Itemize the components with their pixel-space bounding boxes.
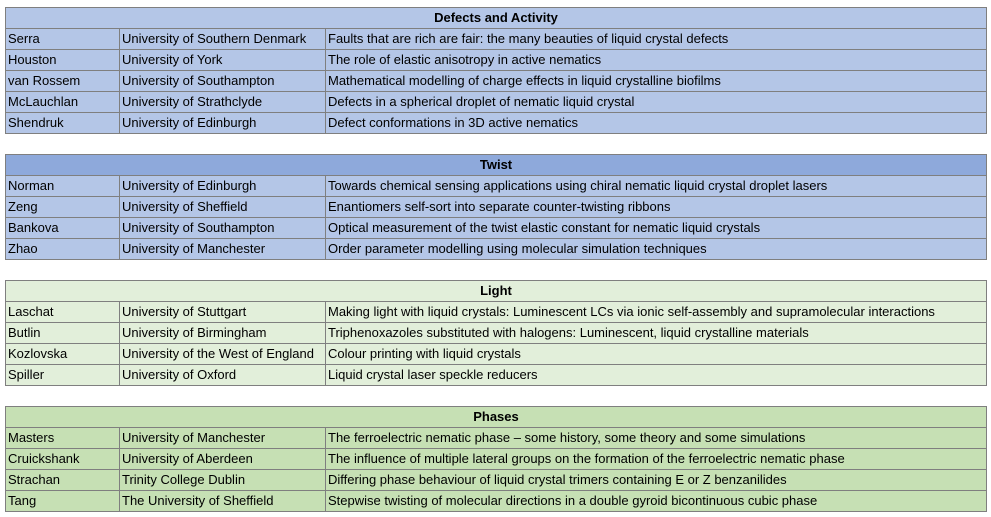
section-table [5,406,987,512]
table-row [6,197,987,218]
talk-title: The influence of multiple lateral groups on the formation of the ferroelectric nematic phase [326,449,987,470]
section-title: Phases [6,407,987,428]
speaker-name: Houston [6,50,120,71]
talk-title: Mathematical modelling of charge effects in liquid crystalline biofilms [326,71,987,92]
speaker-affiliation: University of Oxford [120,365,326,386]
section-title: Light [6,281,987,302]
speaker-name: Cruickshank [6,449,120,470]
talk-title: The role of elastic anisotropy in active nematics [326,50,987,71]
table-row [6,323,987,344]
table-row [6,470,987,491]
speaker-affiliation: University of Southampton [120,218,326,239]
speaker-name: Tang [6,491,120,512]
table-row [6,449,987,470]
table-row [6,344,987,365]
speaker-affiliation: University of Stuttgart [120,302,326,323]
speaker-name: Strachan [6,470,120,491]
talk-title: Optical measurement of the twist elastic constant for nematic liquid crystals [326,218,987,239]
speaker-affiliation: University of Manchester [120,239,326,260]
talk-title: Enantiomers self-sort into separate counter-twisting ribbons [326,197,987,218]
speaker-name: McLauchlan [6,92,120,113]
table-row [6,218,987,239]
section-title: Twist [6,155,987,176]
speaker-affiliation: University of the West of England [120,344,326,365]
speaker-affiliation: The University of Sheffield [120,491,326,512]
section-phases [5,406,986,512]
section-defects-and-activity [5,7,986,134]
talk-title: Making light with liquid crystals: Luminescent LCs via ionic self-assembly and supramolecular interactions [326,302,987,323]
talk-title: Triphenoxazoles substituted with halogens: Luminescent, liquid crystalline materials [326,323,987,344]
section-light [5,280,986,386]
talk-title: Differing phase behaviour of liquid crystal trimers containing E or Z benzanilides [326,470,987,491]
talk-title: Stepwise twisting of molecular directions in a double gyroid bicontinuous cubic phase [326,491,987,512]
table-row [6,71,987,92]
speaker-name: Norman [6,176,120,197]
speaker-affiliation: University of Manchester [120,428,326,449]
talk-title: Towards chemical sensing applications using chiral nematic liquid crystal droplet lasers [326,176,987,197]
table-row [6,176,987,197]
section-table [5,7,987,134]
talk-title: Defect conformations in 3D active nematics [326,113,987,134]
speaker-name: Masters [6,428,120,449]
section-twist [5,154,986,260]
speaker-name: Serra [6,29,120,50]
speaker-affiliation: University of Edinburgh [120,113,326,134]
speaker-name: Bankova [6,218,120,239]
talk-title: The ferroelectric nematic phase – some history, some theory and some simulations [326,428,987,449]
table-row [6,50,987,71]
talk-title: Faults that are rich are fair: the many beauties of liquid crystal defects [326,29,987,50]
speaker-name: Zhao [6,239,120,260]
section-table [5,154,987,260]
speaker-name: Shendruk [6,113,120,134]
speaker-affiliation: University of Aberdeen [120,449,326,470]
speaker-affiliation: University of Southern Denmark [120,29,326,50]
table-row [6,113,987,134]
speaker-affiliation: University of Strathclyde [120,92,326,113]
speaker-affiliation: University of York [120,50,326,71]
speaker-affiliation: University of Southampton [120,71,326,92]
speaker-affiliation: University of Sheffield [120,197,326,218]
speaker-name: Laschat [6,302,120,323]
speaker-affiliation: University of Birmingham [120,323,326,344]
speaker-affiliation: University of Edinburgh [120,176,326,197]
speaker-affiliation: Trinity College Dublin [120,470,326,491]
speaker-name: Spiller [6,365,120,386]
table-row [6,302,987,323]
talk-title: Order parameter modelling using molecular simulation techniques [326,239,987,260]
table-row [6,491,987,512]
table-row [6,29,987,50]
table-row [6,428,987,449]
talk-title: Defects in a spherical droplet of nematic liquid crystal [326,92,987,113]
table-row [6,365,987,386]
speaker-name: Zeng [6,197,120,218]
section-title: Defects and Activity [6,8,987,29]
section-table [5,280,987,386]
speaker-name: Butlin [6,323,120,344]
talk-title: Liquid crystal laser speckle reducers [326,365,987,386]
speaker-name: van Rossem [6,71,120,92]
table-row [6,92,987,113]
speaker-name: Kozlovska [6,344,120,365]
table-row [6,239,987,260]
talk-title: Colour printing with liquid crystals [326,344,987,365]
